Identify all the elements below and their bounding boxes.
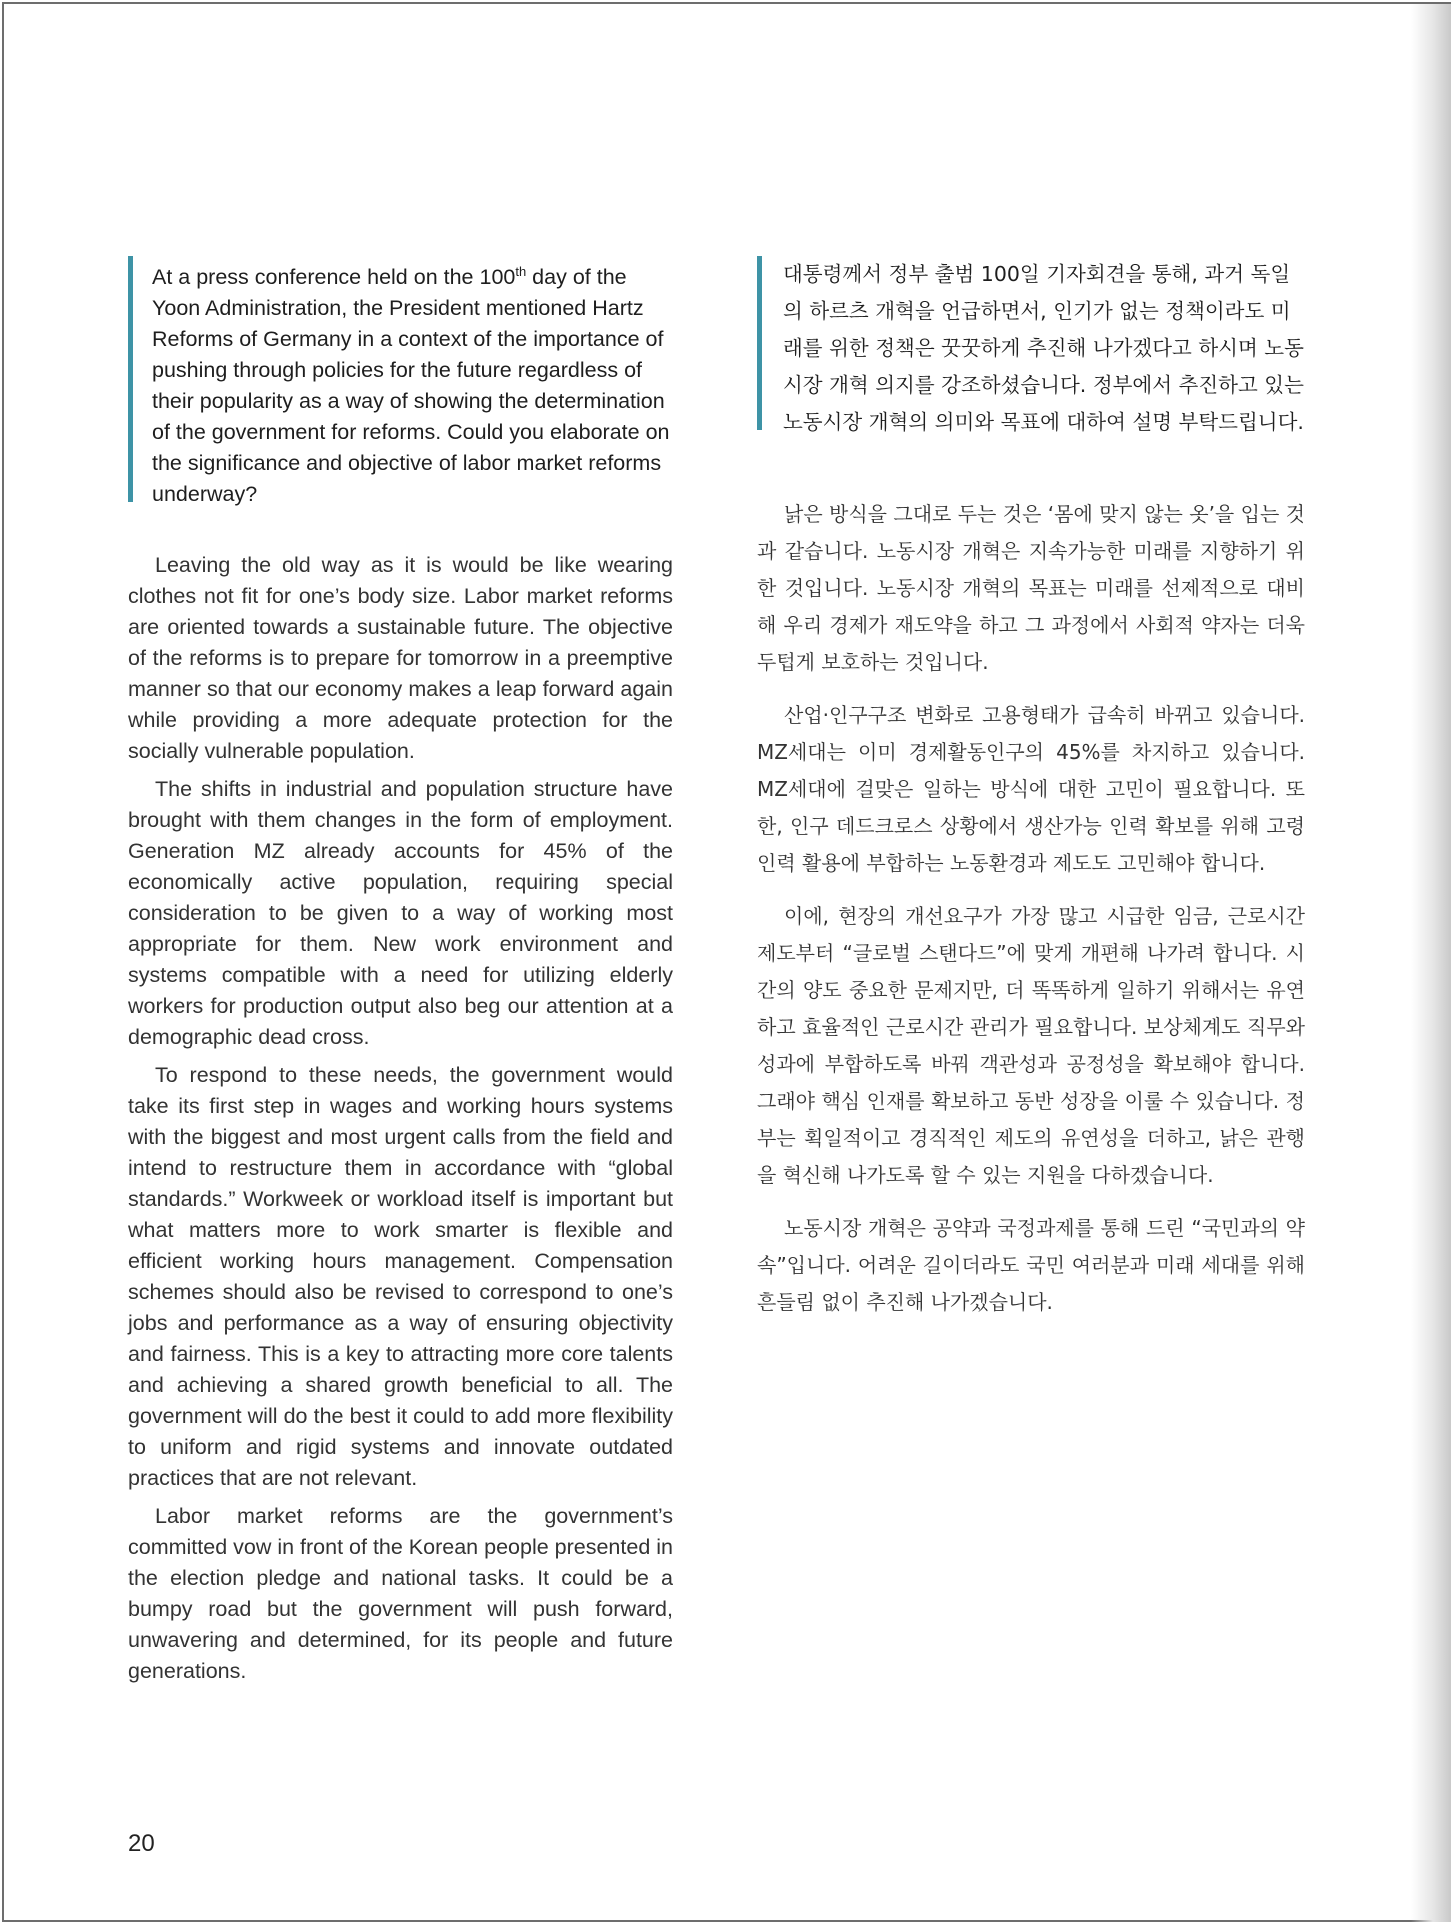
question-en-part1: At a press conference held on the 100 bbox=[152, 265, 516, 290]
ordinal-suffix: th bbox=[515, 264, 527, 279]
answer-ko-paragraph-3: 이에, 현장의 개선요구가 가장 많고 시급한 임금, 근로시간 제도부터 “글로벌 스탠다드”에 맞게 개편해 나가려 합니다. 시간의 양도 중요한 문제지만, 더 똑똑하게 일하기 위해서는 유연하고 효율적인 근로시간 관리가 필요합니다. 보상체계도 직무와 성과에 부합하도록 바꿔 객관성과 공정성을 확보해야 합니다. 그래야 핵심 인재를 확보하고 동반 성장을 이룰 수 있습니다. 정부는 획일적이고 경직적인 제도의 유연성을 더하고, 낡은 관행을 혁신해 나가도록 할 수 있는 지원을 다하겠습니다. bbox=[757, 904, 1305, 1187]
answer-ko-paragraph-1: 낡은 방식을 그대로 두는 것은 ‘몸에 맞지 않는 옷’을 입는 것과 같습니다. 노동시장 개혁은 지속가능한 미래를 지향하기 위한 것입니다. 노동시장 개혁의 목표는 미래를 선제적으로 대비해 우리 경제가 재도약을 하고 그 과정에서 사회적 약자는 더욱 두텁게 보호하는 것입니다. bbox=[757, 502, 1305, 674]
answer-en-paragraph-1: Leaving the old way as it is would be like wearing clothes not fit for one’s body size. Labor market reforms are oriented towards a sustainable future. The objective of the reforms is to prepare for tomorrow in a preemptive manner so that our economy makes a leap forward again while providing a more adequate protection for the socially vulnerable population. bbox=[128, 553, 673, 763]
page-number: 20 bbox=[128, 1830, 155, 1857]
question-en bbox=[128, 256, 678, 507]
answer-en-paragraph-3: To respond to these needs, the government would take its first step in wages and working hours systems with the biggest and most urgent calls from the field and intend to restructure them in accordance with “global standards.” Workweek or workload itself is important but what matters more to work smarter is flexible and efficient working hours management. Compensation schemes should also be revised to correspond to one’s jobs and performance as a way of ensuring objectivity and fairness. This is a key to attracting more core talents and achieving a shared growth beneficial to all. The government will do the best it could to add more flexibility to uniform and rigid systems and innovate outdated practices that are not relevant. bbox=[128, 1063, 673, 1490]
answer-en-paragraph-2: The shifts in industrial and population structure have brought with them changes in the form of employment. Generation MZ already accounts for 45% of the economically active population, requiring special consideration to be given to a way of working most appropriate for them. New work environment and systems compatible with a need for utilizing elderly workers for production output also beg our attention at a demographic dead cross. bbox=[128, 777, 673, 1049]
answer-ko-paragraph-4: 노동시장 개혁은 공약과 국정과제를 통해 드린 “국민과의 약속”입니다. 어려운 길이더라도 국민 여러분과 미래 세대를 위해 흔들림 없이 추진해 나가겠습니다. bbox=[757, 1216, 1305, 1314]
question-ko bbox=[757, 256, 1309, 434]
page-edge-shadow bbox=[1411, 4, 1451, 1922]
answer-ko bbox=[757, 496, 1305, 1337]
answer-en-paragraph-4: Labor market reforms are the government’s committed vow in front of the Korean people presented in the election pledge and national tasks. It could be a bumpy road but the government will push forward, unwavering and determined, for its people and future generations. bbox=[128, 1504, 673, 1683]
question-en-text bbox=[152, 256, 678, 510]
answer-ko-paragraph-2: 산업·인구구조 변화로 고용형태가 급속히 바뀌고 있습니다. MZ세대는 이미 경제활동인구의 45%를 차지하고 있습니다. MZ세대에 걸맞은 일하는 방식에 대한 고민이 필요합니다. 또한, 인구 데드크로스 상황에서 생산가능 인력 확보를 위해 고령인력 활용에 부합하는 노동환경과 제도도 고민해야 합니다. bbox=[757, 703, 1305, 875]
answer-en bbox=[128, 550, 673, 1694]
question-en-part2: day of the Yoon Administration, the President mentioned Hartz Reforms of Germany in a context of the importance of pushing through policies for the future regardless of their popularity as a way of showing the determination of the government for reforms. Could you elaborate on the significance and objective of labor market reforms underway? bbox=[152, 265, 670, 507]
question-ko-text: 대통령께서 정부 출범 100일 기자회견을 통해, 과거 독일의 하르츠 개혁을 언급하면서, 인기가 없는 정책이라도 미래를 위한 정책은 꿋꿋하게 추진해 나가겠다고 하시며 노동시장 개혁 의지를 강조하셨습니다. 정부에서 추진하고 있는 노동시장 개혁의 의미와 목표에 대하여 설명 부탁드립니다. bbox=[783, 262, 1304, 434]
